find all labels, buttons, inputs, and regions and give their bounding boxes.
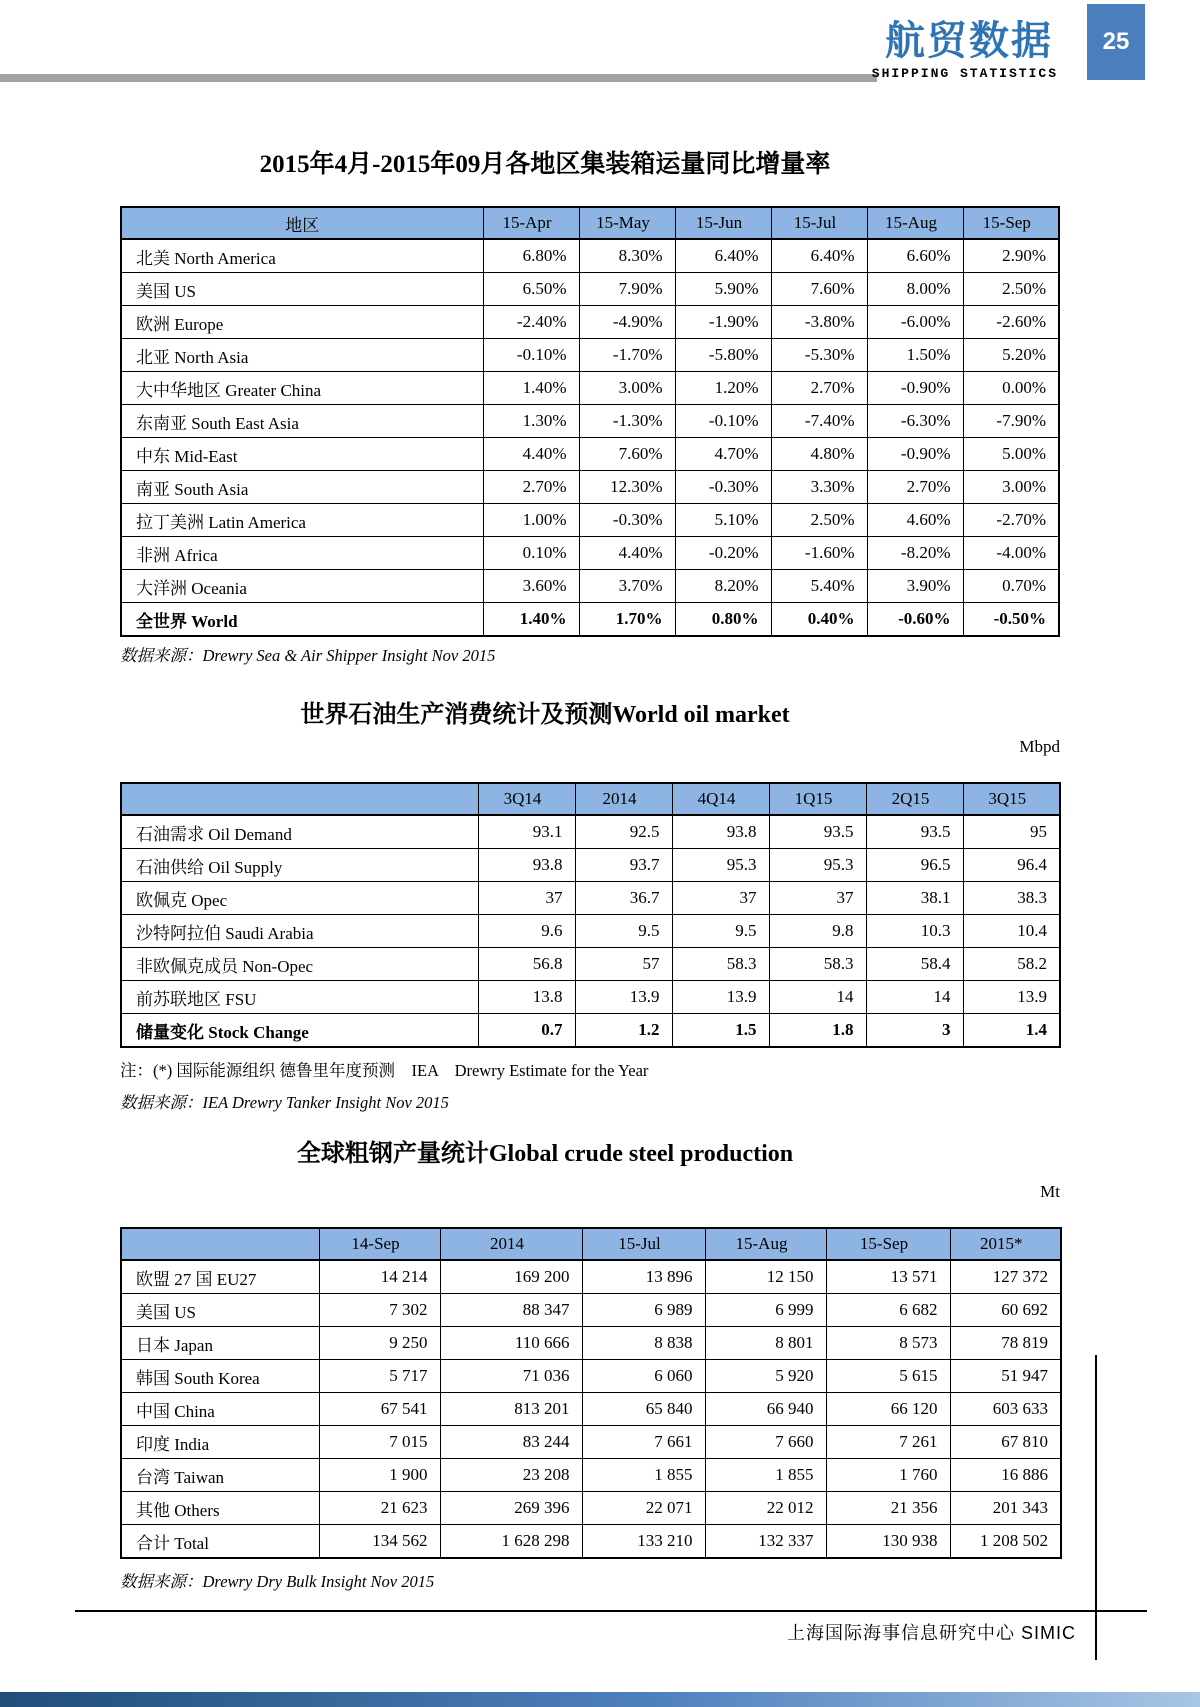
column-header: 2014 [440,1228,582,1260]
cell-value: 21 356 [826,1492,950,1525]
row-label: 美国 US [121,1294,319,1327]
cell-value: 1.20% [675,372,771,405]
cell-value: 93.7 [575,849,672,882]
header-row [121,783,1060,815]
column-header: 15-Sep [826,1228,950,1260]
row-label: 北美 North America [121,239,483,273]
cell-value: 5.10% [675,504,771,537]
cell-value: 8.00% [867,273,963,306]
cell-value: 21 623 [319,1492,440,1525]
table-row [121,849,1060,882]
cell-value: 0.40% [771,603,867,637]
cell-value: 58.3 [769,948,866,981]
brand-subtitle: SHIPPING STATISTICS [871,66,1058,81]
cell-value: 58.2 [963,948,1060,981]
cell-value: 13.8 [478,981,575,1014]
cell-value: 8.30% [579,239,675,273]
cell-value: 67 541 [319,1393,440,1426]
cell-value: 66 120 [826,1393,950,1426]
row-label: 韩国 South Korea [121,1360,319,1393]
container-traffic-title: 2015年4月-2015年09月各地区集装箱运量同比增量率 [259,151,831,178]
row-label: 前苏联地区 FSU [121,981,478,1014]
cell-value: 9 250 [319,1327,440,1360]
cell-value: 269 396 [440,1492,582,1525]
table-row [121,1426,1061,1459]
row-label: 非洲 Africa [121,537,483,570]
table-row [121,1525,1061,1559]
cell-value: 6.60% [867,239,963,273]
steel-production-source: 数据来源：Drewry Dry Bulk Insight Nov 2015 [120,1572,435,1591]
column-header: 2015* [950,1228,1061,1260]
cell-value: 1.00% [483,504,579,537]
cell-value: 2.70% [483,471,579,504]
page-number: 25 [1102,28,1130,55]
cell-value: 16 886 [950,1459,1061,1492]
row-label: 拉丁美洲 Latin America [121,504,483,537]
cell-value: 6.40% [675,239,771,273]
cell-value: 7 261 [826,1426,950,1459]
cell-value: 1.40% [483,372,579,405]
row-label: 南亚 South Asia [121,471,483,504]
cell-value: 0.70% [963,570,1059,603]
cell-value: -6.30% [867,405,963,438]
cell-value: 5 920 [705,1360,826,1393]
steel-production-title: 全球粗钢产量统计Global crude steel production [296,1141,794,1167]
cell-value: 9.5 [672,915,769,948]
cell-value: 4.40% [483,438,579,471]
header-rule [0,74,877,82]
cell-value: 0.00% [963,372,1059,405]
cell-value: 58.3 [672,948,769,981]
cell-value: 5 615 [826,1360,950,1393]
cell-value: -0.50% [963,603,1059,637]
cell-value: 0.7 [478,1014,575,1048]
cell-value: 9.6 [478,915,575,948]
cell-value: 8 801 [705,1327,826,1360]
cell-value: 5.40% [771,570,867,603]
cell-value: 0.10% [483,537,579,570]
cell-value: -0.30% [675,471,771,504]
cell-value: 13.9 [672,981,769,1014]
table-row [121,948,1060,981]
column-header: 4Q14 [672,783,769,815]
column-header: 15-Aug [867,207,963,239]
cell-value: 1 760 [826,1459,950,1492]
cell-value: 37 [672,882,769,915]
table-row [121,981,1060,1014]
cell-value: 6.40% [771,239,867,273]
cell-value: -0.60% [867,603,963,637]
cell-value: 78 819 [950,1327,1061,1360]
cell-value: 7.60% [579,438,675,471]
cell-value: 93.5 [866,815,963,849]
table-row [121,438,1059,471]
cell-value: 96.5 [866,849,963,882]
cell-value: 6 989 [582,1294,705,1327]
table-row [121,504,1059,537]
row-label: 欧盟 27 国 EU27 [121,1260,319,1294]
cell-value: 96.4 [963,849,1060,882]
table-row [121,372,1059,405]
cell-value: 1.30% [483,405,579,438]
cell-value: -2.70% [963,504,1059,537]
cell-value: 37 [769,882,866,915]
cell-value: 38.3 [963,882,1060,915]
cell-value: 93.8 [478,849,575,882]
cell-value: -1.30% [579,405,675,438]
row-label-header [121,1228,319,1260]
table-row [121,603,1059,637]
cell-value: 130 938 [826,1525,950,1559]
bottom-bar [0,1692,1200,1707]
cell-value: 37 [478,882,575,915]
cell-value: 1.4 [963,1014,1060,1048]
cell-value: 1 855 [582,1459,705,1492]
cell-value: 3.70% [579,570,675,603]
cell-value: 13.9 [575,981,672,1014]
cell-value: 0.80% [675,603,771,637]
row-label: 北亚 North Asia [121,339,483,372]
cell-value: 132 337 [705,1525,826,1559]
cell-value: 9.5 [575,915,672,948]
table-row [121,1360,1061,1393]
cell-value: 127 372 [950,1260,1061,1294]
content [120,148,1065,1593]
table-row [121,1294,1061,1327]
cell-value: 133 210 [582,1525,705,1559]
cell-value: 13 896 [582,1260,705,1294]
table-row [121,915,1060,948]
cell-value: 92.5 [575,815,672,849]
cell-value: 5 717 [319,1360,440,1393]
row-label: 大洋洲 Oceania [121,570,483,603]
cell-value: 1.50% [867,339,963,372]
cell-value: 2.70% [771,372,867,405]
cell-value: 5.00% [963,438,1059,471]
column-header: 15-Sep [963,207,1059,239]
cell-value: -8.20% [867,537,963,570]
cell-value: 83 244 [440,1426,582,1459]
cell-value: 7.90% [579,273,675,306]
cell-value: 57 [575,948,672,981]
cell-value: 1 855 [705,1459,826,1492]
row-label: 沙特阿拉伯 Saudi Arabia [121,915,478,948]
cell-value: 1.40% [483,603,579,637]
footer-text: 上海国际海事信息研究中心 SIMIC [786,1623,1076,1643]
oil-market-unit: Mbpd [1019,737,1060,756]
column-header: 15-Aug [705,1228,826,1260]
table-row [121,1260,1061,1294]
cell-value: 95 [963,815,1060,849]
row-label: 大中华地区 Greater China [121,372,483,405]
cell-value: 88 347 [440,1294,582,1327]
column-header: 15-May [579,207,675,239]
cell-value: 95.3 [769,849,866,882]
cell-value: 603 633 [950,1393,1061,1426]
row-label: 日本 Japan [121,1327,319,1360]
cell-value: 2.90% [963,239,1059,273]
container-traffic-table [120,206,1060,637]
cell-value: 1.8 [769,1014,866,1048]
table-row [121,1393,1061,1426]
cell-value: -4.90% [579,306,675,339]
steel-production-unit: Mt [1040,1182,1060,1201]
cell-value: 9.8 [769,915,866,948]
table-row [121,306,1059,339]
cell-value: 3.00% [963,471,1059,504]
cell-value: -0.30% [579,504,675,537]
cell-value: 36.7 [575,882,672,915]
column-header: 3Q14 [478,783,575,815]
cell-value: 2.70% [867,471,963,504]
table-row [121,273,1059,306]
column-header: 15-Jul [771,207,867,239]
cell-value: 51 947 [950,1360,1061,1393]
column-header: 2014 [575,783,672,815]
cell-value: -0.10% [483,339,579,372]
oil-market-source: 数据来源：IEA Drewry Tanker Insight Nov 2015 [120,1093,449,1112]
column-header: 3Q15 [963,783,1060,815]
cell-value: 12 150 [705,1260,826,1294]
table-row [121,1459,1061,1492]
cell-value: 8 838 [582,1327,705,1360]
row-label: 合计 Total [121,1525,319,1559]
cell-value: -2.60% [963,306,1059,339]
cell-value: 7.60% [771,273,867,306]
cell-value: -1.90% [675,306,771,339]
cell-value: 1.5 [672,1014,769,1048]
cell-value: 110 666 [440,1327,582,1360]
cell-value: 8.20% [675,570,771,603]
cell-value: -2.40% [483,306,579,339]
container-traffic-source: 数据来源：Drewry Sea & Air Shipper Insight Nov 2015 [120,646,496,665]
cell-value: 67 810 [950,1426,1061,1459]
cell-value: 7 660 [705,1426,826,1459]
row-label: 非欧佩克成员 Non-Opec [121,948,478,981]
cell-value: 3.30% [771,471,867,504]
cell-value: -4.00% [963,537,1059,570]
cell-value: -5.80% [675,339,771,372]
cell-value: 93.5 [769,815,866,849]
table-row [121,239,1059,273]
cell-value: 134 562 [319,1525,440,1559]
cell-value: 58.4 [866,948,963,981]
brand-title: 航贸数据 [885,19,1053,63]
row-label: 石油供给 Oil Supply [121,849,478,882]
row-label: 欧洲 Europe [121,306,483,339]
row-label: 中国 China [121,1393,319,1426]
oil-market-table [120,782,1061,1048]
header-row [121,207,1059,239]
cell-value: 4.60% [867,504,963,537]
row-label: 欧佩克 Opec [121,882,478,915]
header-row [121,1228,1061,1260]
row-label: 全世界 World [121,603,483,637]
cell-value: -3.80% [771,306,867,339]
cell-value: 6 060 [582,1360,705,1393]
cell-value: -0.90% [867,372,963,405]
cell-value: 6 682 [826,1294,950,1327]
cell-value: -0.90% [867,438,963,471]
row-label: 中东 Mid-East [121,438,483,471]
cell-value: 4.70% [675,438,771,471]
table-row [121,1014,1060,1048]
oil-market-title: 世界石油生产消费统计及预测World oil market [300,702,790,728]
cell-value: 1 900 [319,1459,440,1492]
cell-value: 13.9 [963,981,1060,1014]
column-header: 14-Sep [319,1228,440,1260]
right-rule [1095,1355,1097,1660]
cell-value: -0.10% [675,405,771,438]
cell-value: 23 208 [440,1459,582,1492]
cell-value: 1 628 298 [440,1525,582,1559]
oil-market-note: 注：(*) 国际能源组织 德鲁里年度预测 IEA Drewry Estimate for the Year [120,1061,649,1080]
cell-value: 12.30% [579,471,675,504]
footer-rule [75,1610,1147,1612]
cell-value: -7.90% [963,405,1059,438]
row-label: 其他 Others [121,1492,319,1525]
cell-value: 6 999 [705,1294,826,1327]
cell-value: -6.00% [867,306,963,339]
row-label: 东南亚 South East Asia [121,405,483,438]
cell-value: 38.1 [866,882,963,915]
cell-value: 95.3 [672,849,769,882]
cell-value: 3.00% [579,372,675,405]
cell-value: 4.80% [771,438,867,471]
cell-value: -1.70% [579,339,675,372]
row-label: 印度 India [121,1426,319,1459]
row-label-header: 地区 [121,207,483,239]
column-header: 15-Jul [582,1228,705,1260]
row-label: 美国 US [121,273,483,306]
cell-value: 14 [769,981,866,1014]
cell-value: 14 214 [319,1260,440,1294]
table-row [121,471,1059,504]
cell-value: 7 661 [582,1426,705,1459]
column-header: 2Q15 [866,783,963,815]
cell-value: 1.70% [579,603,675,637]
column-header: 1Q15 [769,783,866,815]
cell-value: 71 036 [440,1360,582,1393]
cell-value: 6.80% [483,239,579,273]
cell-value: -5.30% [771,339,867,372]
row-label: 储量变化 Stock Change [121,1014,478,1048]
cell-value: 1 208 502 [950,1525,1061,1559]
cell-value: 3.90% [867,570,963,603]
cell-value: -1.60% [771,537,867,570]
cell-value: 7 302 [319,1294,440,1327]
cell-value: 93.8 [672,815,769,849]
cell-value: 66 940 [705,1393,826,1426]
cell-value: 5.90% [675,273,771,306]
page-number-badge [1087,4,1145,80]
cell-value: 14 [866,981,963,1014]
table-row [121,1492,1061,1525]
cell-value: 2.50% [963,273,1059,306]
table-row [121,882,1060,915]
column-header: 15-Jun [675,207,771,239]
table-row [121,815,1060,849]
cell-value: 1.2 [575,1014,672,1048]
column-header: 15-Apr [483,207,579,239]
cell-value: 65 840 [582,1393,705,1426]
cell-value: 10.3 [866,915,963,948]
cell-value: 6.50% [483,273,579,306]
row-label: 石油需求 Oil Demand [121,815,478,849]
steel-production-table [120,1227,1062,1559]
cell-value: 93.1 [478,815,575,849]
cell-value: 8 573 [826,1327,950,1360]
cell-value: -0.20% [675,537,771,570]
table-row [121,537,1059,570]
table-row [121,339,1059,372]
table-row [121,570,1059,603]
cell-value: 7 015 [319,1426,440,1459]
cell-value: 5.20% [963,339,1059,372]
table-row [121,1327,1061,1360]
cell-value: 169 200 [440,1260,582,1294]
cell-value: 3.60% [483,570,579,603]
cell-value: 13 571 [826,1260,950,1294]
cell-value: 22 012 [705,1492,826,1525]
row-label-header [121,783,478,815]
cell-value: 10.4 [963,915,1060,948]
cell-value: 2.50% [771,504,867,537]
cell-value: 22 071 [582,1492,705,1525]
cell-value: 60 692 [950,1294,1061,1327]
cell-value: 201 343 [950,1492,1061,1525]
cell-value: 4.40% [579,537,675,570]
cell-value: 56.8 [478,948,575,981]
cell-value: 813 201 [440,1393,582,1426]
row-label: 台湾 Taiwan [121,1459,319,1492]
table-row [121,405,1059,438]
cell-value: -7.40% [771,405,867,438]
cell-value: 3 [866,1014,963,1048]
